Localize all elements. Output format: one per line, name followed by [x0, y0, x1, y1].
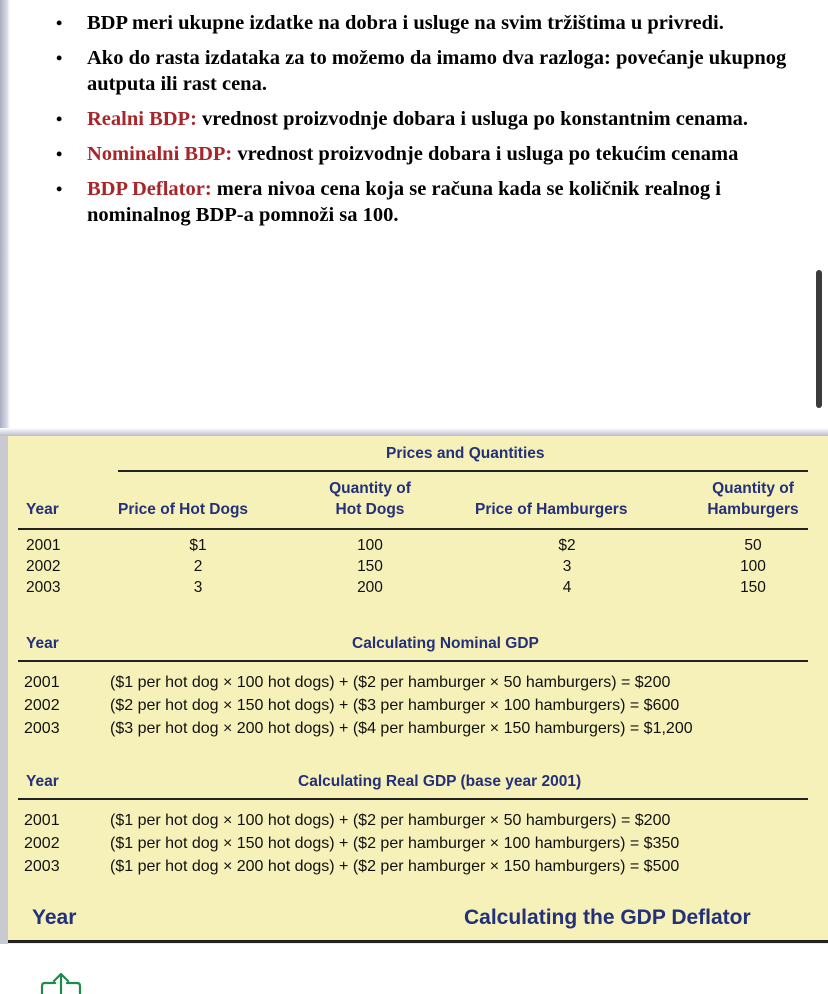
prices-header-rule [18, 528, 808, 530]
bullet-text: mera nivoa cena koja se računa kada se količnik realnog i nominalnog BDP-a pomnoži sa 100. [87, 178, 721, 226]
bullet-item [56, 45, 796, 97]
bullet-text: BDP meri ukupne izdatke na dobra i usluge na svim tržištima u privredi. [87, 12, 724, 34]
bullet-item [56, 176, 796, 228]
real-row [24, 835, 679, 853]
real-row [24, 858, 679, 876]
bullet-dot-icon: • [56, 179, 63, 199]
deflator-title: Calculating the GDP Deflator [464, 906, 751, 929]
row-formula: ($1 per hot dog × 100 hot dogs) + ($2 per hamburger × 50 hamburgers) = $200 [110, 812, 671, 829]
bullet-term: BDP Deflator: [87, 178, 212, 200]
real-year-header: Year [26, 773, 59, 790]
bullet-term: Realni BDP: [87, 108, 197, 130]
row-price-hot-dogs: 2 [193, 558, 203, 575]
row-formula: ($3 per hot dog × 200 hot dogs) + ($4 per hamburger × 150 hamburgers) = $1,200 [110, 720, 693, 737]
row-year: 2003 [24, 858, 60, 875]
row-qty-hamburgers: 150 [740, 579, 766, 596]
real-header-rule [18, 798, 808, 800]
row-qty-hot-dogs: 200 [357, 579, 383, 596]
row-price-hamburgers: 3 [562, 558, 572, 575]
slide-edge [0, 0, 10, 432]
row-year: 2001 [24, 674, 60, 691]
qty-hot-dogs-header-line2: Hot Dogs [335, 501, 405, 518]
gdp-table [8, 436, 828, 944]
table-left-edge [0, 436, 8, 944]
row-year: 2003 [24, 720, 60, 737]
bullet-list [56, 10, 796, 237]
bullet-text: vrednost proizvodnje dobara i usluga po tekućim cenama [232, 143, 739, 165]
deflator-header-rule [8, 940, 828, 943]
qty-hamburgers-header-line1: Quantity of [712, 480, 794, 497]
nominal-row [24, 697, 679, 715]
row-year: 2002 [24, 835, 60, 852]
slide [0, 0, 828, 432]
row-price-hamburgers: 4 [562, 579, 572, 596]
nominal-year-header: Year [26, 635, 59, 652]
row-formula: ($1 per hot dog × 150 hot dogs) + ($2 per hamburger × 100 hamburgers) = $350 [110, 835, 680, 852]
prices-group-header: Prices and Quantities [386, 445, 545, 462]
row-qty-hot-dogs: 150 [357, 558, 383, 575]
row-formula: ($2 per hot dog × 150 hot dogs) + ($3 per hamburger × 100 hamburgers) = $600 [110, 697, 680, 714]
bullet-dot-icon: • [56, 109, 63, 129]
bullet-text: Ako do rasta izdataka za to možemo da imamo dva razloga: povećanje ukupnog autputa ili rast cena. [87, 47, 787, 95]
bullet-item [56, 106, 796, 132]
bullet-item [56, 141, 796, 167]
row-year: 2002 [26, 558, 61, 575]
real-title: Calculating Real GDP (base year 2001) [298, 773, 582, 790]
row-qty-hamburgers: 100 [740, 558, 766, 575]
row-price-hot-dogs: $1 [189, 537, 207, 554]
row-year: 2003 [26, 579, 61, 596]
nominal-row [24, 674, 670, 692]
real-row [24, 812, 670, 830]
qty-hot-dogs-header-line1: Quantity of [329, 480, 411, 497]
prices-group-rule [118, 470, 808, 472]
row-price-hamburgers: $2 [558, 537, 576, 554]
bullet-text: vrednost proizvodnje dobara i usluga po konstantnim cenama. [196, 108, 749, 130]
row-qty-hamburgers: 50 [744, 537, 762, 554]
row-formula: ($1 per hot dog × 200 hot dogs) + ($2 per hamburger × 150 hamburgers) = $500 [110, 858, 680, 875]
share-icon[interactable] [38, 972, 84, 994]
bullet-dot-icon: • [56, 13, 63, 33]
price-hot-dogs-header: Price of Hot Dogs [118, 501, 249, 518]
row-qty-hot-dogs: 100 [357, 537, 383, 554]
slide-divider [0, 428, 828, 436]
row-year: 2001 [26, 537, 61, 554]
bullet-dot-icon: • [56, 144, 63, 164]
nominal-title: Calculating Nominal GDP [352, 635, 539, 652]
bullet-dot-icon: • [56, 48, 63, 68]
nominal-header-rule [18, 660, 808, 662]
bullet-term: Nominalni BDP: [87, 143, 233, 165]
row-year: 2001 [24, 812, 60, 829]
qty-hamburgers-header-line2: Hamburgers [707, 501, 799, 518]
nominal-row [24, 720, 693, 738]
row-price-hot-dogs: 3 [193, 579, 203, 596]
price-hamburgers-header: Price of Hamburgers [475, 501, 628, 518]
row-year: 2002 [24, 697, 60, 714]
deflator-year-header: Year [32, 906, 77, 929]
scrollbar-thumb[interactable] [816, 270, 822, 408]
bullet-item [56, 10, 796, 36]
row-formula: ($1 per hot dog × 100 hot dogs) + ($2 per hamburger × 50 hamburgers) = $200 [110, 674, 671, 691]
prices-year-header: Year [26, 501, 59, 518]
